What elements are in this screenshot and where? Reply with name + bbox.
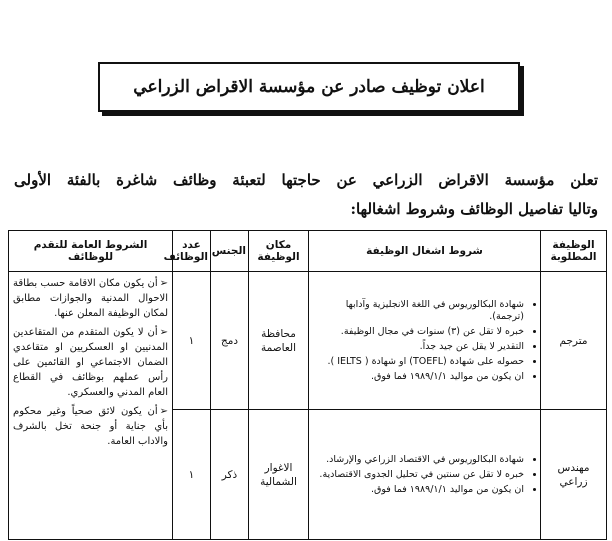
job-count: ١ xyxy=(173,272,211,410)
pointer-icon: ➢ xyxy=(159,406,168,417)
header-gender: الجنس xyxy=(211,231,249,272)
job-requirements xyxy=(309,410,541,540)
announcement-title: اعلان توظيف صادر عن مؤسسة الاقراض الزراعي xyxy=(98,62,520,112)
job-location: محافظة العاصمة xyxy=(249,272,309,410)
header-requirements: شروط اشغال الوظيفة xyxy=(309,231,541,272)
job-location: الاغوار الشمالية xyxy=(249,410,309,540)
pointer-icon: ➢ xyxy=(159,278,168,289)
intro-subtext: وتاليا تفاصيل الوظائف وشروط اشغالها: xyxy=(350,200,598,218)
requirement-item: • حصوله على شهادة (TOEFL) او شهادة ( IELTS ). xyxy=(313,356,524,368)
general-conditions xyxy=(9,272,173,540)
intro-text: تعلن مؤسسة الاقراض الزراعي عن حاجتها لتعبئة وظائف شاغرة بالفئة الأولى xyxy=(14,171,598,189)
job-requirements xyxy=(309,272,541,410)
requirement-item: • ان يكون من مواليد ١٩٨٩/١/١ فما فوق. xyxy=(313,371,524,383)
general-condition-item: ➢أن يكون لائق صحياً وغير محكوم بأي جناية أو جنحة تخل بالشرف والاداب العامة. xyxy=(13,406,168,447)
job-count: ١ xyxy=(173,410,211,540)
table-row xyxy=(9,272,607,410)
header-location: مكان الوظيفة xyxy=(249,231,309,272)
pointer-icon: ➢ xyxy=(159,327,168,338)
requirement-item: • ان يكون من مواليد ١٩٨٩/١/١ فما فوق. xyxy=(313,484,524,496)
requirement-item: • شهادة البكالوريوس في اللغة الانجليزية وآدابها (ترجمة). xyxy=(313,299,524,323)
requirement-item: • خبره لا تقل عن سنتين في تحليل الجدوى الاقتصادية. xyxy=(313,469,524,481)
general-condition-item: ➢أن يكون مكان الاقامة حسب بطاقة الاحوال المدنية والجوازات مطابق لمكان الوظيفة المعلن عنها. xyxy=(13,278,168,319)
general-condition-item: ➢أن لا يكون المتقدم من المتقاعدين المدنيين او العسكريين او متقاعدي الضمان الاجتماعي او القائمين على رأس عملهم بوظائف في القطاع العام المدني والعسكري. xyxy=(13,327,168,398)
header-job: الوظيفة المطلوبة xyxy=(541,231,607,272)
header-count: عدد الوظائف xyxy=(173,231,211,272)
jobs-table xyxy=(8,230,607,540)
requirement-item: • شهادة البكالوريوس في الاقتصاد الزراعي والإرشاد. xyxy=(313,454,524,466)
table-header-row xyxy=(9,231,607,272)
job-gender: دمج xyxy=(211,272,249,410)
requirement-item: • خبره لا تقل عن (٣) سنوات في مجال الوظيفة. xyxy=(313,326,524,338)
header-general-conditions: الشروط العامة للتقدم للوظائف xyxy=(9,231,173,272)
job-gender: ذكر xyxy=(211,410,249,540)
job-title: مترجم xyxy=(541,272,607,410)
requirement-item: • التقدير لا يقل عن جيد جداً. xyxy=(313,341,524,353)
job-title: مهندس زراعي xyxy=(541,410,607,540)
